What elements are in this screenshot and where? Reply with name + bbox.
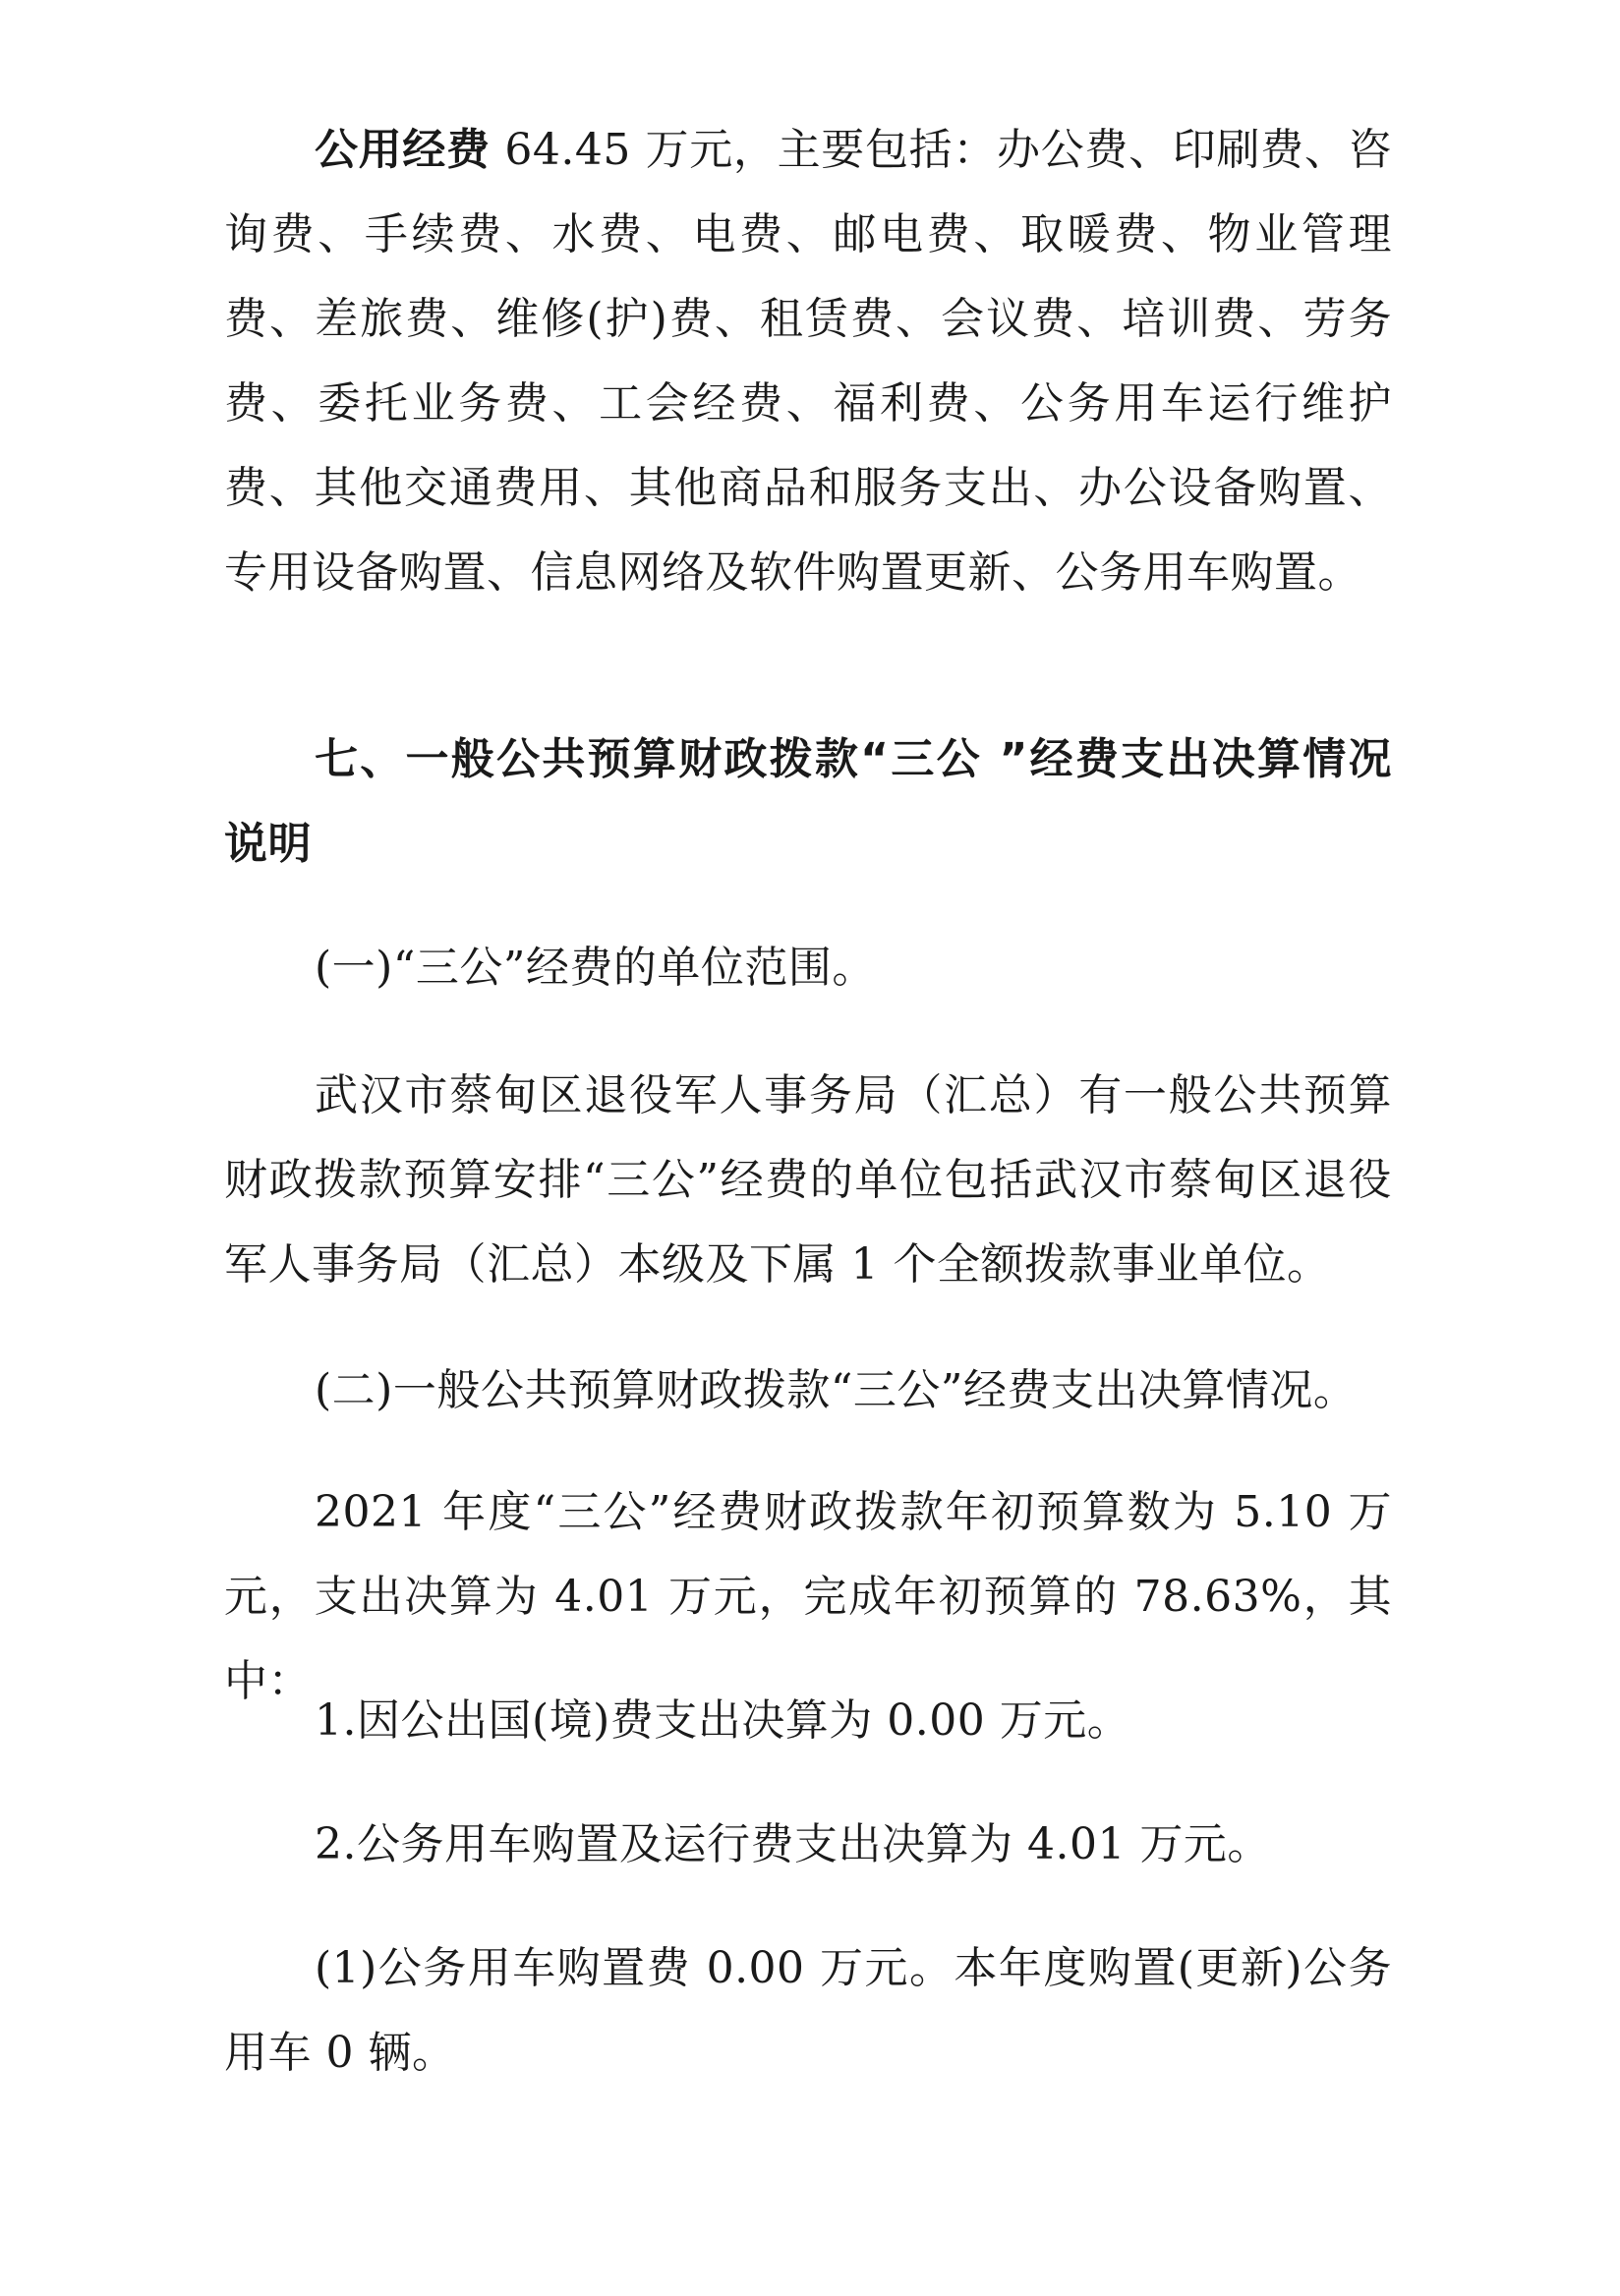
section-7-heading: 七、一般公共预算财政拨款“三公 ”经费支出决算情况说明 [224,734,1392,869]
subsection-1-heading: (一)“三公”经费的单位范围。 [315,943,876,993]
paragraph-public-expenses-text: 64.45 万元，主要包括：办公费、印刷费、咨询费、手续费、水费、电费、邮电费、取暖费、物业管理费、差旅费、维修(护)费、租赁费、会议费、培训费、劳务费、委托业务费、工会经费、福利费、公务用车运行维护费、其他交通费用、其他商品和服务支出、办公设备购置、专用设备购置、信息网络及软件购置更新、公务用车购置。 [224,125,1393,598]
list-item-vehicle: 2.公务用车购置及运行费支出决算为 4.01 万元。 [315,1819,1271,1869]
paragraph-budget-summary: 2021 年度“三公”经费财政拨款年初预算数为 5.10 万元，支出决算为 4.01 万元，完成年初预算的 78.63%，其中： [224,1487,1392,1706]
paragraph-public-expenses [224,108,1392,615]
paragraph-unit-scope: 武汉市蔡甸区退役军人事务局（汇总）有一般公共预算财政拨款预算安排“三公”经费的单位包括武汉市蔡甸区退役军人事务局（汇总）本级及下属 1 个全额拨款事业单位。 [224,1070,1392,1290]
list-item-vehicle-purchase: (1)公务用车购置费 0.00 万元。本年度购置(更新)公务用车 0 辆。 [224,1943,1392,2078]
paragraph-lead-bold: 公用经费 [315,125,491,175]
list-item-overseas: 1.因公出国(境)费支出决算为 0.00 万元。 [315,1695,1131,1746]
subsection-2-heading: (二)一般公共预算财政拨款“三公”经费支出决算情况。 [315,1365,1358,1415]
